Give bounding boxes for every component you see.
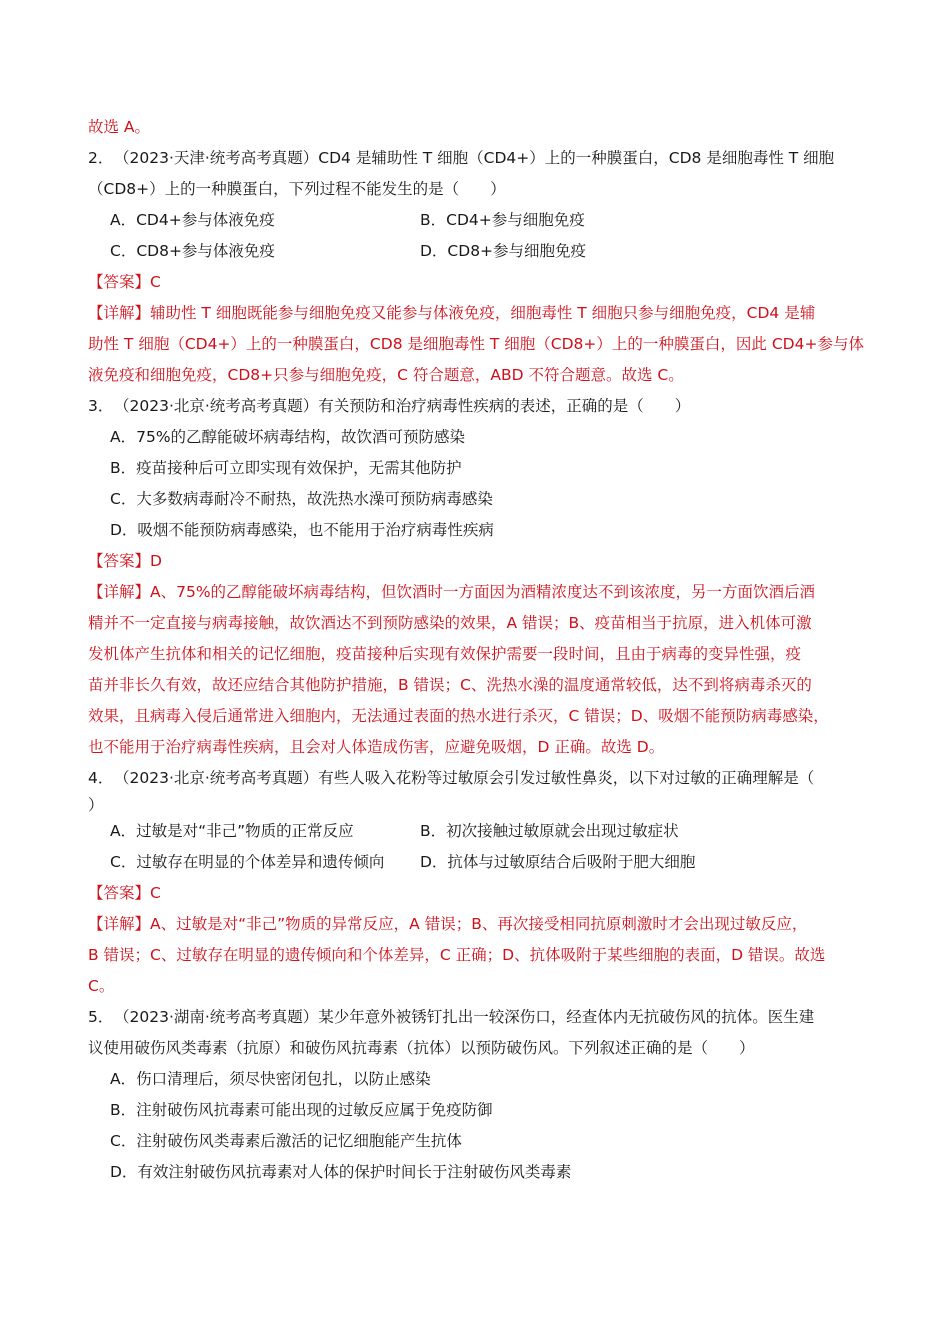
document-page — [88, 112, 878, 1188]
question-5 — [88, 1002, 878, 1188]
option-a[interactable]: A．过敏是对“非己”物质的正常反应 — [110, 822, 354, 840]
question-stem: 3．（2023·北京·统考高考真题）有关预防和治疗病毒性疾病的表述，正确的是（ ） — [88, 391, 878, 422]
question-number: 5． — [88, 1008, 114, 1026]
explanation-line: 【详解】辅助性 T 细胞既能参与细胞免疫又能参与体液免疫，细胞毒性 T 细胞只参与细胞免疫，CD4 是辅 — [88, 304, 816, 322]
question-4 — [88, 763, 878, 1002]
answer-label: 【答案】D — [88, 552, 162, 570]
answer-label: 【答案】C — [88, 884, 161, 902]
explanation-line: C。 — [88, 977, 115, 995]
option-c[interactable]: C．过敏存在明显的个体差异和遗传倾向 — [110, 853, 385, 871]
question-2 — [88, 143, 878, 391]
option-a[interactable]: A．75%的乙醇能破坏病毒结构，故饮酒可预防感染 — [110, 428, 466, 446]
option-d[interactable]: D．抗体与过敏原结合后吸附于肥大细胞 — [420, 853, 696, 871]
option-a[interactable]: A．伤口清理后，须尽快密闭包扎，以防止感染 — [110, 1070, 431, 1088]
options-row — [88, 236, 878, 267]
question-number: 3． — [88, 397, 114, 415]
explanation-line: 效果，且病毒入侵后通常进入细胞内，无法通过表面的热水进行杀灭，C 错误；D、吸烟不能预防病毒感染， — [88, 707, 829, 725]
options-row — [88, 205, 878, 236]
explanation-line: 液免疫和细胞免疫，CD8+只参与细胞免疫，C 符合题意，ABD 不符合题意。故选 C。 — [88, 366, 684, 384]
option-b[interactable]: B．CD4+参与细胞免疫 — [420, 211, 585, 229]
explanation-line: 发机体产生抗体和相关的记忆细胞，疫苗接种后实现有效保护需要一段时间，且由于病毒的变异性强，疫 — [88, 645, 802, 663]
question-stem-continued: ） — [88, 796, 104, 814]
explanation-line: 也不能用于治疗病毒性疾病，且会对人体造成伤害，应避免吸烟，D 正确。故选 D。 — [88, 738, 665, 756]
option-a[interactable]: A．CD4+参与体液免疫 — [110, 211, 275, 229]
answer-label: 【答案】C — [88, 273, 161, 291]
option-c[interactable]: C．注射破伤风类毒素后激活的记忆细胞能产生抗体 — [110, 1132, 462, 1150]
explanation-line: B 错误；C、过敏存在明显的遗传倾向和个体差异，C 正确；D、抗体吸附于某些细胞的表面，D 错误。故选 — [88, 946, 826, 964]
options-row — [88, 816, 878, 847]
question-stem: 4．（2023·北京·统考高考真题）有些人吸入花粉等过敏原会引发过敏性鼻炎，以下对过敏的正确理解是（ — [88, 763, 878, 794]
question-stem: 2．（2023·天津·统考高考真题）CD4 是辅助性 T 细胞（CD4+）上的一种膜蛋白，CD8 是细胞毒性 T 细胞 — [88, 143, 878, 174]
explanation-line: 精并不一定直接与病毒接触，故饮酒达不到预防感染的效果，A 错误；B、疫苗相当于抗原，进入机体可激 — [88, 614, 812, 632]
question-number: 4． — [88, 769, 114, 787]
option-b[interactable]: B．初次接触过敏原就会出现过敏症状 — [420, 822, 679, 840]
explanation-line: 【详解】A、过敏是对“非己”物质的异常反应，A 错误；B、再次接受相同抗原刺激时才会出现过敏反应， — [88, 915, 808, 933]
explanation-line: 助性 T 细胞（CD4+）上的一种膜蛋白，CD8 是细胞毒性 T 细胞（CD8+）上的一种膜蛋白，因此 CD4+参与体 — [88, 335, 864, 353]
option-c[interactable]: C．CD8+参与体液免疫 — [110, 242, 275, 260]
question-stem: 5．（2023·湖南·统考高考真题）某少年意外被锈钉扎出一较深伤口，经查体内无抗破伤风的抗体。医生建 — [88, 1002, 878, 1033]
question-stem-continued: 议使用破伤风类毒素（抗原）和破伤风抗毒素（抗体）以预防破伤风。下列叙述正确的是（ ） — [88, 1039, 755, 1057]
option-b[interactable]: B．注射破伤风抗毒素可能出现的过敏反应属于免疫防御 — [110, 1101, 493, 1119]
previous-answer-conclusion: 故选 A。 — [88, 118, 151, 136]
question-number: 2． — [88, 149, 114, 167]
question-3 — [88, 391, 878, 763]
option-d[interactable]: D．CD8+参与细胞免疫 — [420, 242, 587, 260]
option-b[interactable]: B．疫苗接种后可立即实现有效保护，无需其他防护 — [110, 459, 462, 477]
question-stem-continued: （CD8+）上的一种膜蛋白，下列过程不能发生的是（ ） — [88, 180, 506, 198]
option-d[interactable]: D．有效注射破伤风抗毒素对人体的保护时间长于注射破伤风类毒素 — [110, 1163, 572, 1181]
option-c[interactable]: C．大多数病毒耐冷不耐热，故洗热水澡可预防病毒感染 — [110, 490, 493, 508]
options-row — [88, 847, 878, 878]
explanation-line: 苗并非长久有效，故还应结合其他防护措施，B 错误；C、洗热水澡的温度通常较低，达不到将病毒杀灭的 — [88, 676, 812, 694]
option-d[interactable]: D．吸烟不能预防病毒感染，也不能用于治疗病毒性疾病 — [110, 521, 494, 539]
explanation-line: 【详解】A、75%的乙醇能破坏病毒结构，但饮酒时一方面因为酒精浓度达不到该浓度，另一方面饮酒后酒 — [88, 583, 816, 601]
